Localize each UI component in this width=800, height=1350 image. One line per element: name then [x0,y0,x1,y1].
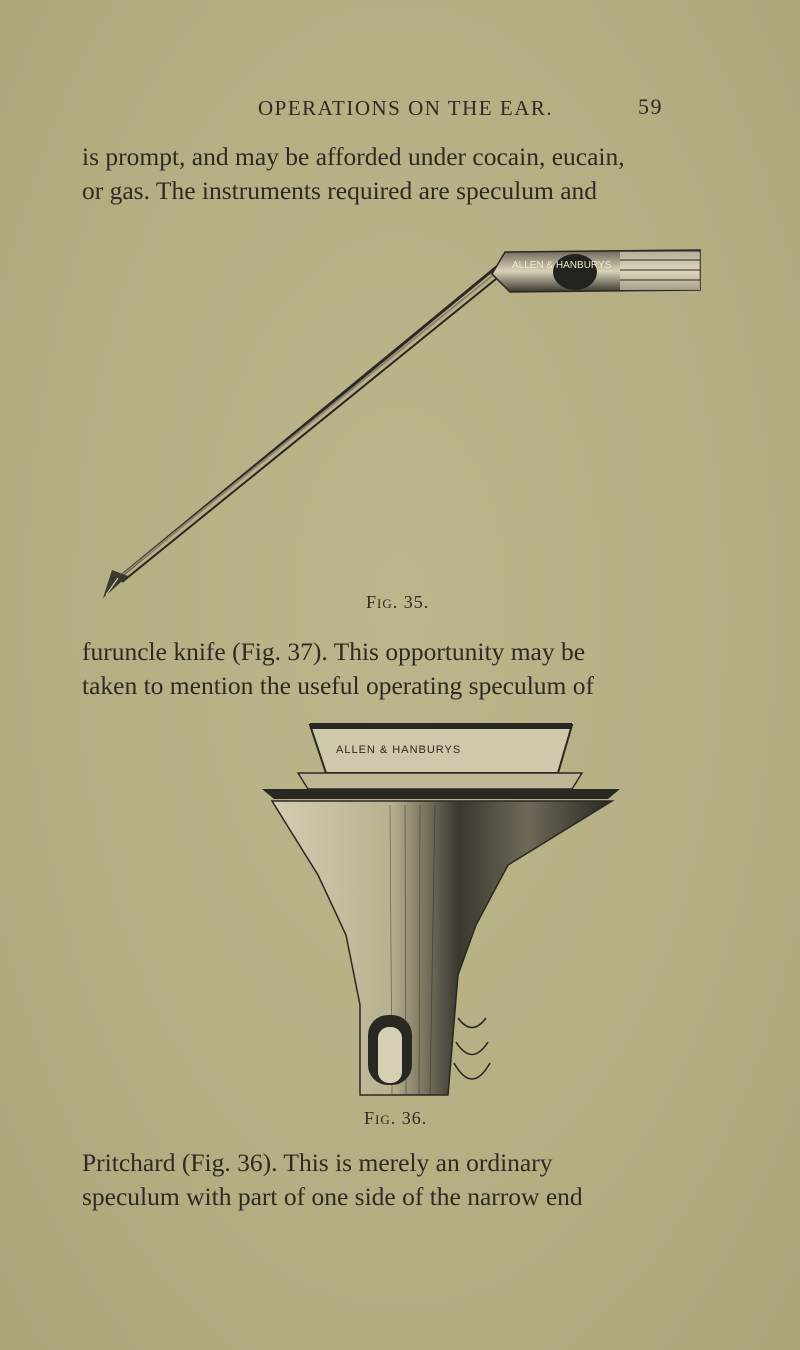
figure-36-speculum-illustration [0,715,800,1125]
figure-35-caption: Fig. 35. [366,592,430,612]
paragraph-line: Pritchard (Fig. 36). This is merely an ordinary [82,1148,553,1177]
figure-35-knife-illustration [0,230,800,610]
figure-35-engraving: ALLEN & HANBURYS [512,260,612,271]
paragraph-line: or gas. The instruments required are speculum and [82,176,598,205]
paragraph-line: taken to mention the useful operating speculum of [82,671,594,700]
running-title: OPERATIONS ON THE EAR. [258,96,554,120]
figure-36-caption: Fig. 36. [364,1108,428,1128]
paragraph-line: speculum with part of one side of the narrow end [82,1182,583,1211]
page-number: 59 [638,94,663,119]
paragraph-line: furuncle knife (Fig. 37). This opportunity may be [82,637,586,666]
paragraph-line: is prompt, and may be afforded under cocain, eucain, [82,142,625,171]
figure-36-engraving: ALLEN & HANBURYS [336,744,462,756]
